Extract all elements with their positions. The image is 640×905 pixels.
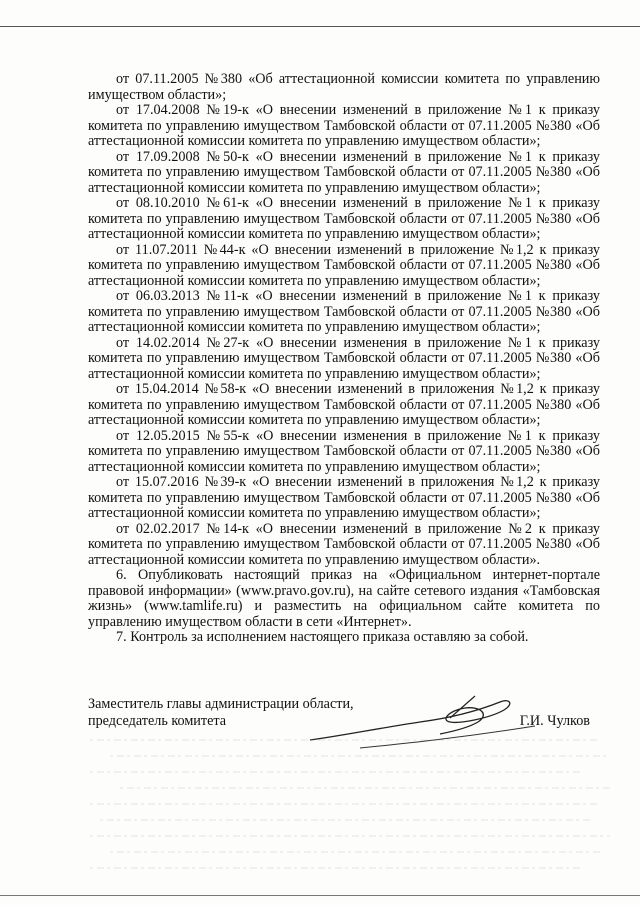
paragraph-6: от 06.03.2013 №11-к «О внесении изменений в приложение №1 к приказу комитета по управлению имуществом Тамбовской области от 07.11.2005 №380 «Об аттестационной комиссии комитета по управлению имуществом области»;: [88, 288, 600, 335]
paragraph-1: от 07.11.2005 №380 «Об аттестационной комиссии комитета по управлению имуществом области»;: [88, 71, 600, 103]
signatory-position-line1: Заместитель главы администрации области,: [88, 696, 354, 712]
paragraph-8: от 15.04.2014 №58-к «О внесении изменений в приложения №1,2 к приказу комитета по управлению имуществом Тамбовской области от 07.11.2005 №380 «Об аттестационной комиссии комитета по управлению имуществом области»;: [88, 381, 600, 428]
signatory-position-line2: председатель комитета: [88, 713, 227, 729]
paragraph-control: 7. Контроль за исполнением настоящего приказа оставляю за собой.: [116, 629, 529, 645]
document-body: [88, 72, 600, 646]
show-through-texture: [80, 720, 620, 890]
paragraph-9: от 12.05.2015 №55-к «О внесении изменения в приложение №1 к приказу комитета по управлению имуществом Тамбовской области от 07.11.2005 №380 «Об аттестационной комиссии комитета по управлению имуществом области»;: [88, 427, 600, 475]
paragraph-7: от 14.02.2014 №27-к «О внесении изменения в приложение №1 к приказу комитета по управлению имуществом Тамбовской области от 07.11.2005 №380 «Об аттестационной комиссии комитета по управлению имуществом области»;: [88, 334, 600, 382]
paragraph-4: от 08.10.2010 №61-к «О внесении изменений в приложение №1 к приказу комитета по управлению имуществом Тамбовской области от 07.11.2005 №380 «Об аттестационной комиссии комитета по управлению имуществом области»;: [88, 195, 600, 242]
paragraph-5: от 11.07.2011 №44-к «О внесении изменений в приложение №1,2 к приказу комитета по управлению имуществом Тамбовской области от 07.11.2005 №380 «Об аттестационной комиссии комитета по управлению имуществом области»;: [88, 241, 600, 289]
paragraph-11: от 02.02.2017 №14-к «О внесении изменений в приложение №2 к приказу комитета по управлению имуществом Тамбовской области от 07.11.2005 №380 «Об аттестационной комиссии комитета по управлению имуществом области».: [88, 520, 600, 568]
paragraph-publish: 6. Опубликовать настоящий приказ на «Официальном интернет-портале правовой информации» (www.pravo.gov.ru), на сайте сетевого издания «Тамбовская жизнь» (www.tamlife.ru) и разместить на официальном сайте комитета по управлению имуществом области в сети «Интернет».: [88, 567, 600, 630]
paragraph-10: от 15.07.2016 №39-к «О внесении изменений в приложения №1,2 к приказу комитета по управлению имуществом Тамбовской области от 07.11.2005 №380 «Об аттестационной комиссии комитета по управлению имуществом области»;: [88, 474, 600, 521]
paragraph-2: от 17.04.2008 №19-к «О внесении изменений в приложение №1 к приказу комитета по управлению имуществом Тамбовской области от 07.11.2005 №380 «Об аттестационной комиссии комитета по управлению имуществом области»;: [88, 102, 600, 149]
signatory-name: Г.И. Чулков: [519, 713, 590, 729]
top-divider: [0, 26, 640, 27]
bottom-divider: [0, 895, 640, 896]
paragraph-3: от 17.09.2008 №50-к «О внесении изменений в приложение №1 к приказу комитета по управлению имуществом Тамбовской области от 07.11.2005 №380 «Об аттестационной комиссии комитета по управлению имуществом области»;: [88, 148, 600, 196]
